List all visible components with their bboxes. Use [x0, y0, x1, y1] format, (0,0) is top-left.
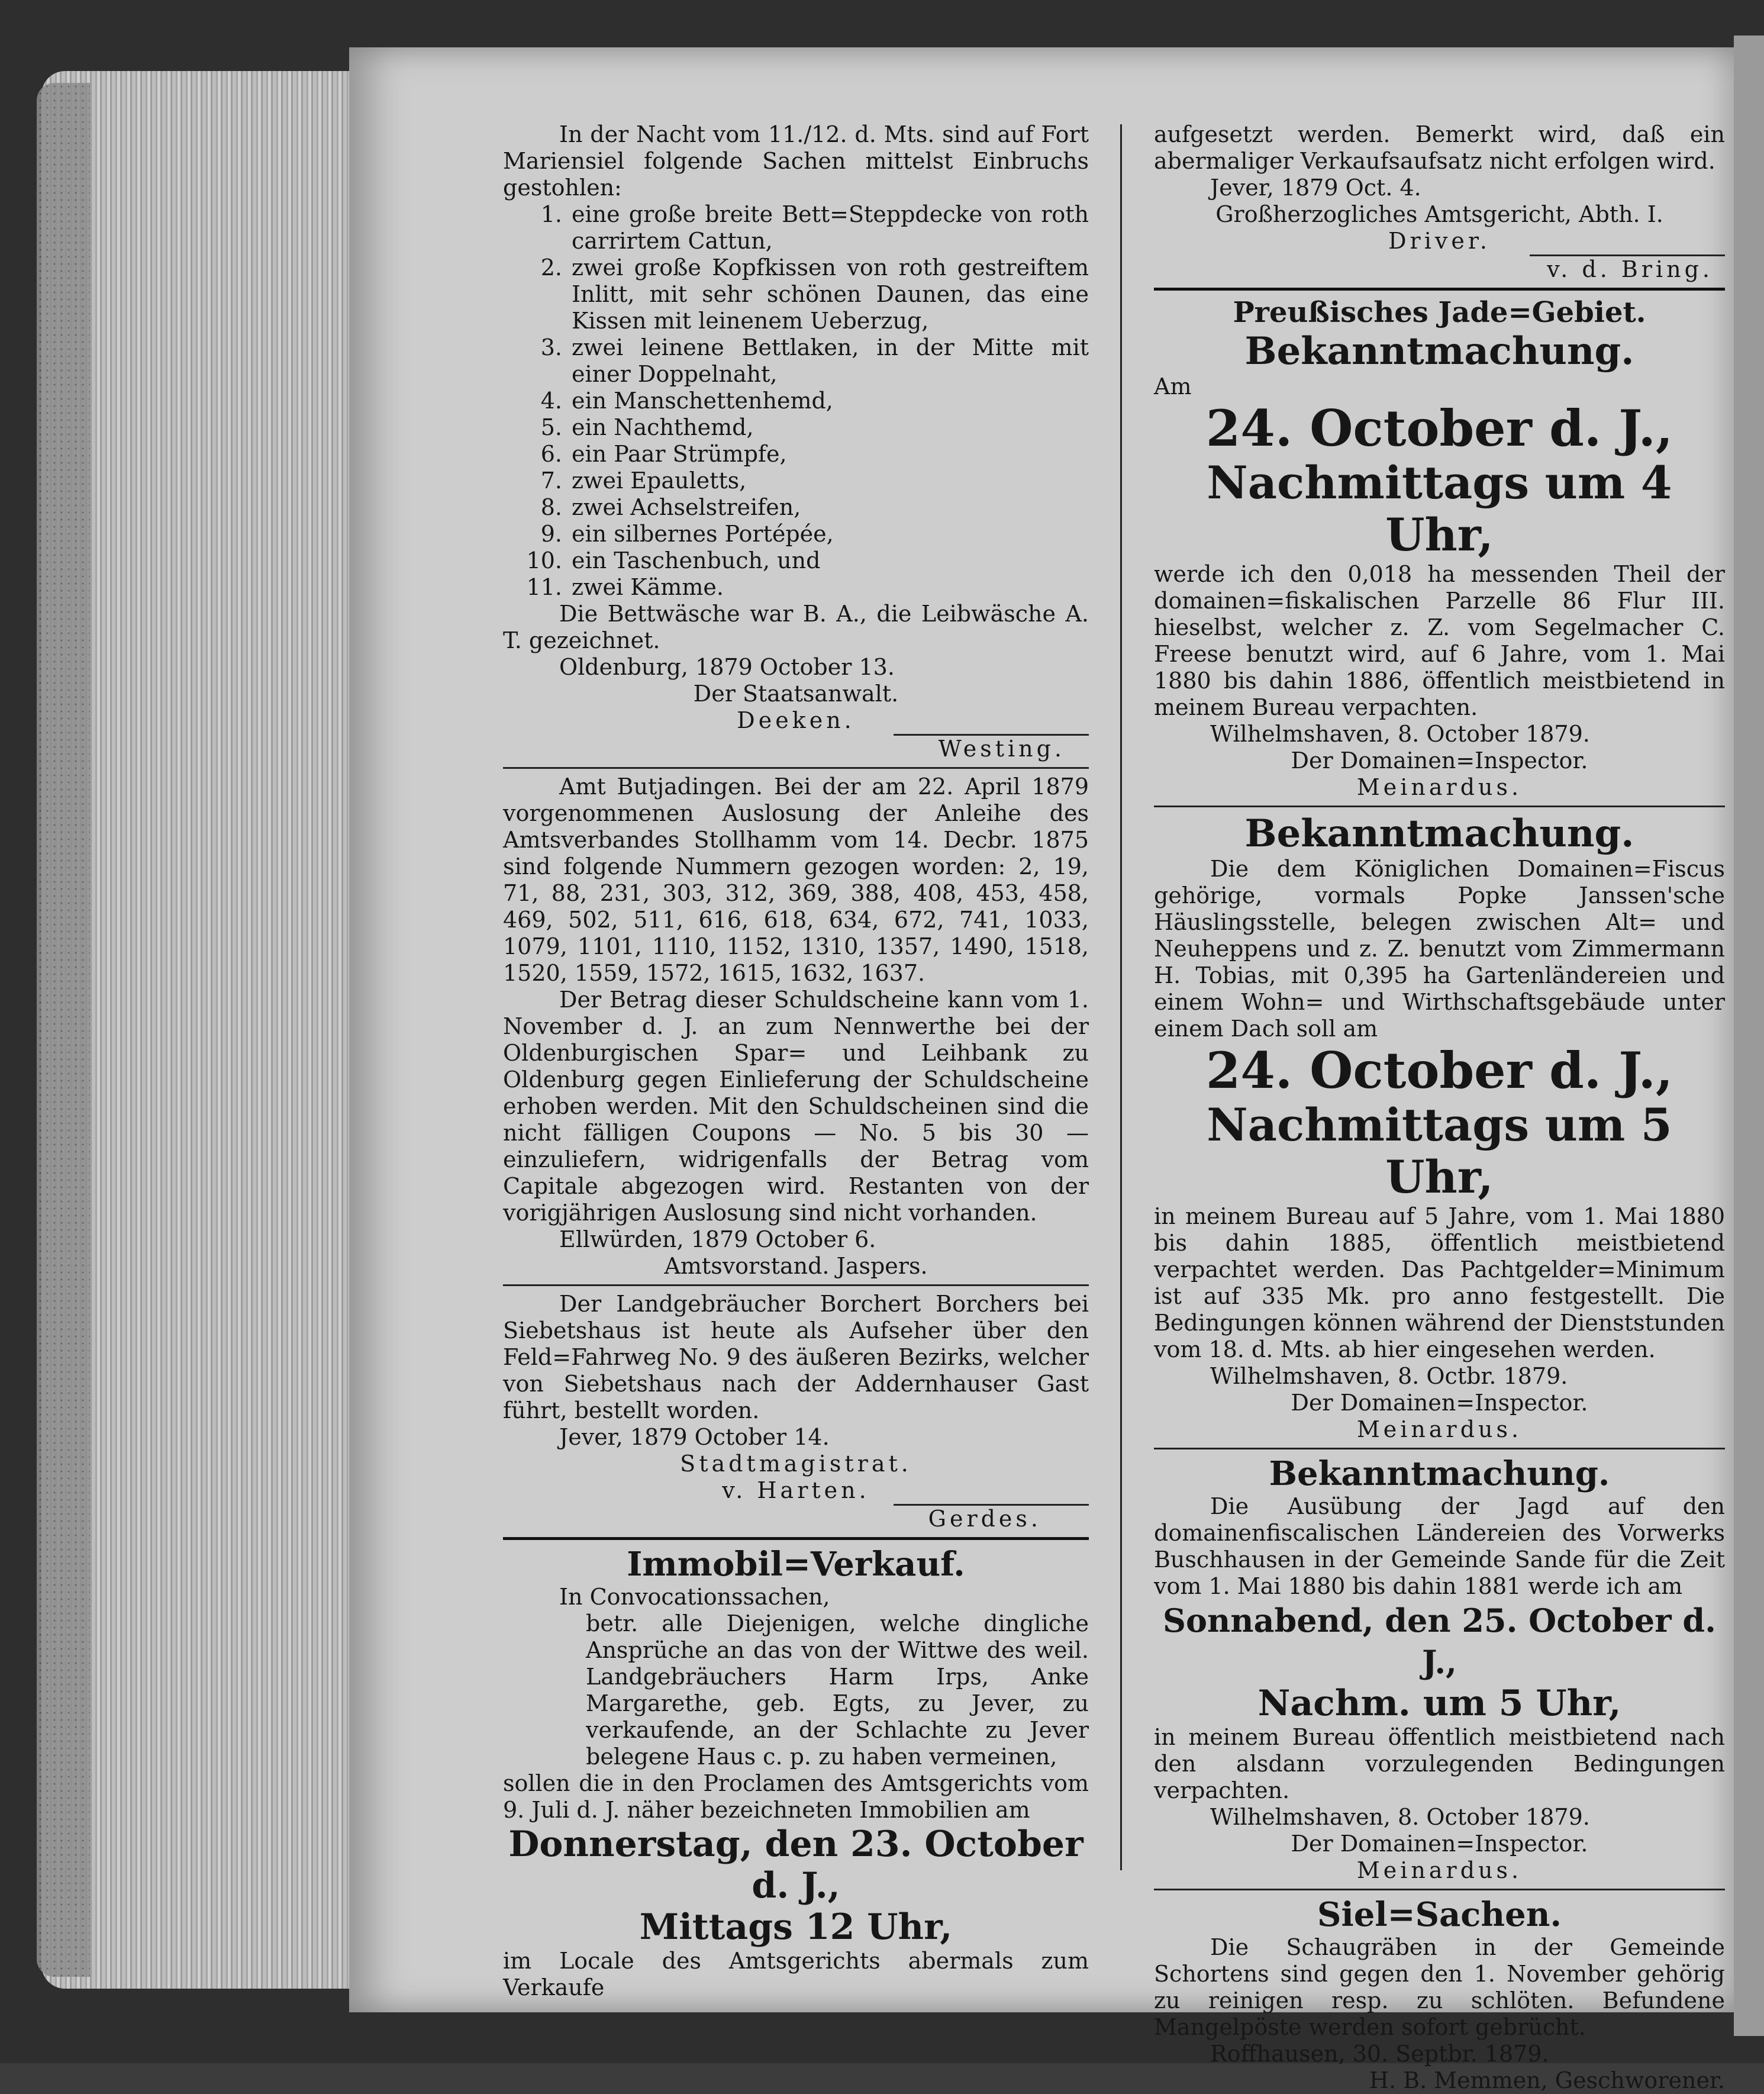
house-place-date: Wilhelmshaven, 8. Octbr. 1879. — [1210, 1363, 1568, 1389]
court-text: aufgesetzt werden. Bemerkt wird, daß ein abermaliger Verkaufsaufsatz nicht erfolgen wird. — [1154, 121, 1725, 174]
item-number: 10. — [526, 547, 562, 574]
item-number: 2. — [540, 254, 562, 281]
loan-text-2: Der Betrag dieser Schuldscheine kann vom 1. November d. J. an zum Nennwerthe bei der Oldenburgischen Spar= und Leihbank zu Oldenburg gegen Einlieferung der Schuldscheine erhoben werden. Mit den Schuldscheinen sind die nicht fälligen Coupons — No. 5 bis 30 — einzuliefern, widrigenfalls der Betrag vom Capitale abgezogen wird. Restanten von der vorigjährigen Auslosung sind nicht vorhanden. — [503, 987, 1089, 1226]
item-text: ein Taschenbuch, und — [572, 547, 821, 574]
hunting-office: Der Domainen=Inspector. — [1291, 1831, 1588, 1857]
sluice-signature: H. B. Memmen, Geschworener. — [1369, 2067, 1725, 2093]
region-title: Preußisches Jade=Gebiet. — [1233, 296, 1646, 329]
court-office: Großherzogliches Amtsgericht, Abth. I. — [1215, 201, 1663, 227]
item-text: zwei große Kopfkissen von roth gestreiftem Inlitt, mit sehr schönen Daunen, das eine Kissen mit leinenem Ueberzug, — [572, 254, 1089, 334]
supervisor-text: Der Landgebräucher Borchert Borchers bei Siebetshaus ist heute als Aufseher über den Feld=Fahrweg No. 9 des äußeren Bezirks, welcher von Siebetshaus nach der Addernhauser Gast führt, bestellt worden. — [503, 1291, 1089, 1423]
sale-tail: im Locale des Amtsgerichts abermals zum Verkaufe — [503, 1948, 1089, 2000]
item-text: zwei leinene Bettlaken, in der Mitte mit einer Doppelnaht, — [572, 334, 1089, 387]
loan-signature: Amtsvorstand. Jaspers. — [664, 1253, 928, 1279]
sluice-heading: Siel=Sachen. — [1317, 1895, 1562, 1934]
parcel-heading: Bekanntmachung. — [1244, 329, 1634, 373]
item-text: ein silbernes Portépée, — [572, 521, 834, 547]
notice-sluice — [1154, 1895, 1725, 2094]
notice-house-lease — [1154, 812, 1725, 1443]
item-text: ein Manschettenhemd, — [572, 388, 833, 414]
stolen-item — [503, 521, 1089, 547]
stolen-item — [503, 574, 1089, 601]
section-rule — [1154, 288, 1725, 291]
theft-signature: Deeken. — [737, 707, 855, 733]
sale-hanging-text: betr. alle Diejenigen, welche dingliche Ansprüche an das von der Wittwe des weil. Landgebräuchers Harm Irps, Anke Margarethe, geb. Egts, zu Jever, zu verkaufende, an der Schlachte zu Jever belegene Haus c. p. zu haben vermeinen, — [586, 1610, 1089, 1770]
hunting-time: Nachm. um 5 Uhr, — [1257, 1683, 1621, 1724]
sluice-place-date: Roffhausen, 30. Septbr. 1879. — [1210, 2041, 1549, 2067]
supervisor-signature: v. Harten. — [722, 1477, 870, 1503]
section-rule — [1154, 1889, 1725, 1890]
stolen-item — [503, 201, 1089, 254]
left-column — [503, 121, 1089, 2001]
sluice-text: Die Schaugräben in der Gemeinde Schortens sind gegen den 1. November gehörig zu reinigen resp. zu schlöten. Befundene Mangelpöste werden sofort gebrücht. — [1154, 1934, 1725, 2040]
item-number: 8. — [540, 494, 562, 520]
next-page-edge — [1734, 36, 1764, 2036]
house-date: 24. October d. J., — [1205, 1041, 1673, 1100]
theft-place-date: Oldenburg, 1879 October 13. — [559, 654, 895, 680]
item-number: 9. — [540, 521, 562, 547]
notice-theft — [503, 121, 1089, 762]
court-signature-2: v. d. Bring. — [1547, 256, 1713, 282]
section-rule — [503, 1284, 1089, 1286]
stolen-items-list — [503, 201, 1089, 601]
parcel-time: Nachmittags um 4 Uhr, — [1207, 456, 1672, 561]
item-text: zwei Achselstreifen, — [572, 494, 801, 520]
court-signature: Driver. — [1388, 228, 1491, 254]
stolen-item — [503, 388, 1089, 414]
stolen-item — [503, 494, 1089, 521]
house-signature: Meinardus. — [1356, 1416, 1523, 1442]
section-rule — [1154, 1448, 1725, 1449]
item-number: 1. — [540, 201, 562, 227]
item-number: 11. — [526, 574, 562, 600]
house-time: Nachmittags um 5 Uhr, — [1207, 1098, 1672, 1203]
parcel-office: Der Domainen=Inspector. — [1291, 748, 1588, 774]
item-text: zwei Epauletts, — [572, 468, 747, 494]
parcel-am: Am — [1154, 373, 1192, 400]
supervisor-office: Stadtmagistrat. — [680, 1451, 912, 1477]
hunting-text: Die Ausübung der Jagd auf den domainenfiscalischen Ländereien des Vorwerks Buschhausen in der Gemeinde Sande für die Zeit vom 1. Mai 1880 bis dahin 1881 werde ich am — [1154, 1493, 1725, 1599]
supervisor-signature-2: Gerdes. — [928, 1506, 1041, 1532]
item-text: ein Paar Strümpfe, — [572, 441, 787, 467]
stolen-item — [503, 468, 1089, 494]
page-edges — [41, 71, 373, 1989]
notice-parcel-lease — [1154, 295, 1725, 801]
sale-intro: In Convocationssachen, — [559, 1584, 830, 1610]
stolen-item — [503, 414, 1089, 441]
hunting-place-date: Wilhelmshaven, 8. October 1879. — [1210, 1804, 1590, 1830]
notice-court-continuation — [1154, 121, 1725, 283]
item-number: 4. — [540, 388, 562, 414]
stolen-item — [503, 441, 1089, 468]
notice-supervisor — [503, 1291, 1089, 1532]
parcel-signature: Meinardus. — [1356, 774, 1523, 800]
item-number: 6. — [540, 441, 562, 467]
notice-loan-drawing — [503, 774, 1089, 1280]
house-office: Der Domainen=Inspector. — [1291, 1390, 1588, 1416]
loan-text: Amt Butjadingen. Bei der am 22. April 1879 vorgenommenen Auslosung der Anleihe des Amtsverbandes Stollhamm vom 14. Decbr. 1875 sind folgende Nummern gezogen worden: 2, 19, 71, 88, 231, 303, 312, 369, 388, 408, 453, 458, 469, 502, 511, 616, 618, 634, 672, 741, 1033, 1079, 1101, 1110, 1152, 1310, 1357, 1490, 1518, 1520, 1559, 1572, 1615, 1632, 1637. — [503, 774, 1089, 986]
parcel-date: 24. October d. J., — [1205, 399, 1673, 458]
right-column — [1154, 121, 1725, 2094]
item-number: 7. — [540, 468, 562, 494]
court-place-date: Jever, 1879 Oct. 4. — [1210, 175, 1421, 201]
notice-real-estate-sale — [503, 1545, 1089, 2001]
sale-time: Mittags 12 Uhr, — [639, 1906, 953, 1948]
house-heading: Bekanntmachung. — [1244, 811, 1634, 856]
item-text: zwei Kämme. — [572, 574, 724, 600]
theft-note: Die Bettwäsche war B. A., die Leibwäsche A. T. gezeichnet. — [503, 601, 1089, 653]
theft-signature-2: Westing. — [938, 736, 1065, 762]
stolen-item — [503, 254, 1089, 334]
theft-office: Der Staatsanwalt. — [693, 681, 899, 707]
supervisor-place-date: Jever, 1879 October 14. — [559, 1424, 830, 1450]
theft-intro: In der Nacht vom 11./12. d. Mts. sind auf Fort Mariensiel folgende Sachen mittelst Einbruchs gestohlen: — [503, 121, 1089, 201]
sale-date: Donnerstag, den 23. October d. J., — [508, 1824, 1083, 1906]
stolen-item — [503, 547, 1089, 574]
hunting-signature: Meinardus. — [1356, 1857, 1523, 1883]
hunting-heading: Bekanntmachung. — [1269, 1454, 1610, 1493]
notice-hunting-lease — [1154, 1454, 1725, 1884]
section-rule — [1154, 806, 1725, 807]
parcel-text: werde ich den 0,018 ha messenden Theil der domainen=fiskalischen Parzelle 86 Flur III. hieselbst, welcher z. Z. vom Segelmacher C. Freese benutzt wird, auf 6 Jahre, vom 1. Mai 1880 bis dahin 1886, öffentlich meistbietend in meinem Bureau verpachten. — [1154, 561, 1725, 720]
sale-heading: Immobil=Verkauf. — [627, 1545, 965, 1584]
item-number: 5. — [540, 414, 562, 440]
parcel-place-date: Wilhelmshaven, 8. October 1879. — [1210, 721, 1590, 747]
house-text: Die dem Königlichen Domainen=Fiscus gehörige, vormals Popke Janssen'sche Häuslingsstelle, belegen zwischen Alt= und Neuheppens und z. Z. benutzt vom Zimmermann H. Tobias, mit 0,395 ha Gartenländereien und einem Wohn= und Wirthschaftsgebäude unter einem Dach soll am — [1154, 856, 1725, 1042]
item-number: 3. — [540, 334, 562, 360]
hunting-text-2: in meinem Bureau öffentlich meistbietend nach den alsdann vorzulegenden Bedingungen verpachten. — [1154, 1724, 1725, 1803]
item-text: ein Nachthemd, — [572, 414, 754, 440]
house-text-2: in meinem Bureau auf 5 Jahre, vom 1. Mai 1880 bis dahin 1885, öffentlich meistbietend verpachtet werden. Das Pachtgelder=Minimum ist auf 335 Mk. pro anno festgestellt. Die Bedingungen können während der Dienststunden vom 18. d. Mts. ab hier eingesehen werden. — [1154, 1203, 1725, 1362]
loan-place-date: Ellwürden, 1879 October 6. — [559, 1226, 876, 1252]
section-rule — [503, 767, 1089, 769]
sale-text: sollen die in den Proclamen des Amtsgerichts vom 9. Juli d. J. näher bezeichneten Immobilien am — [503, 1770, 1089, 1823]
stolen-item — [503, 334, 1089, 388]
column-divider — [1120, 124, 1122, 1870]
section-rule — [503, 1537, 1089, 1540]
item-text: eine große breite Bett=Steppdecke von roth carrirtem Cattun, — [572, 201, 1089, 254]
hunting-date: Sonnabend, den 25. October d. J., — [1163, 1602, 1716, 1681]
